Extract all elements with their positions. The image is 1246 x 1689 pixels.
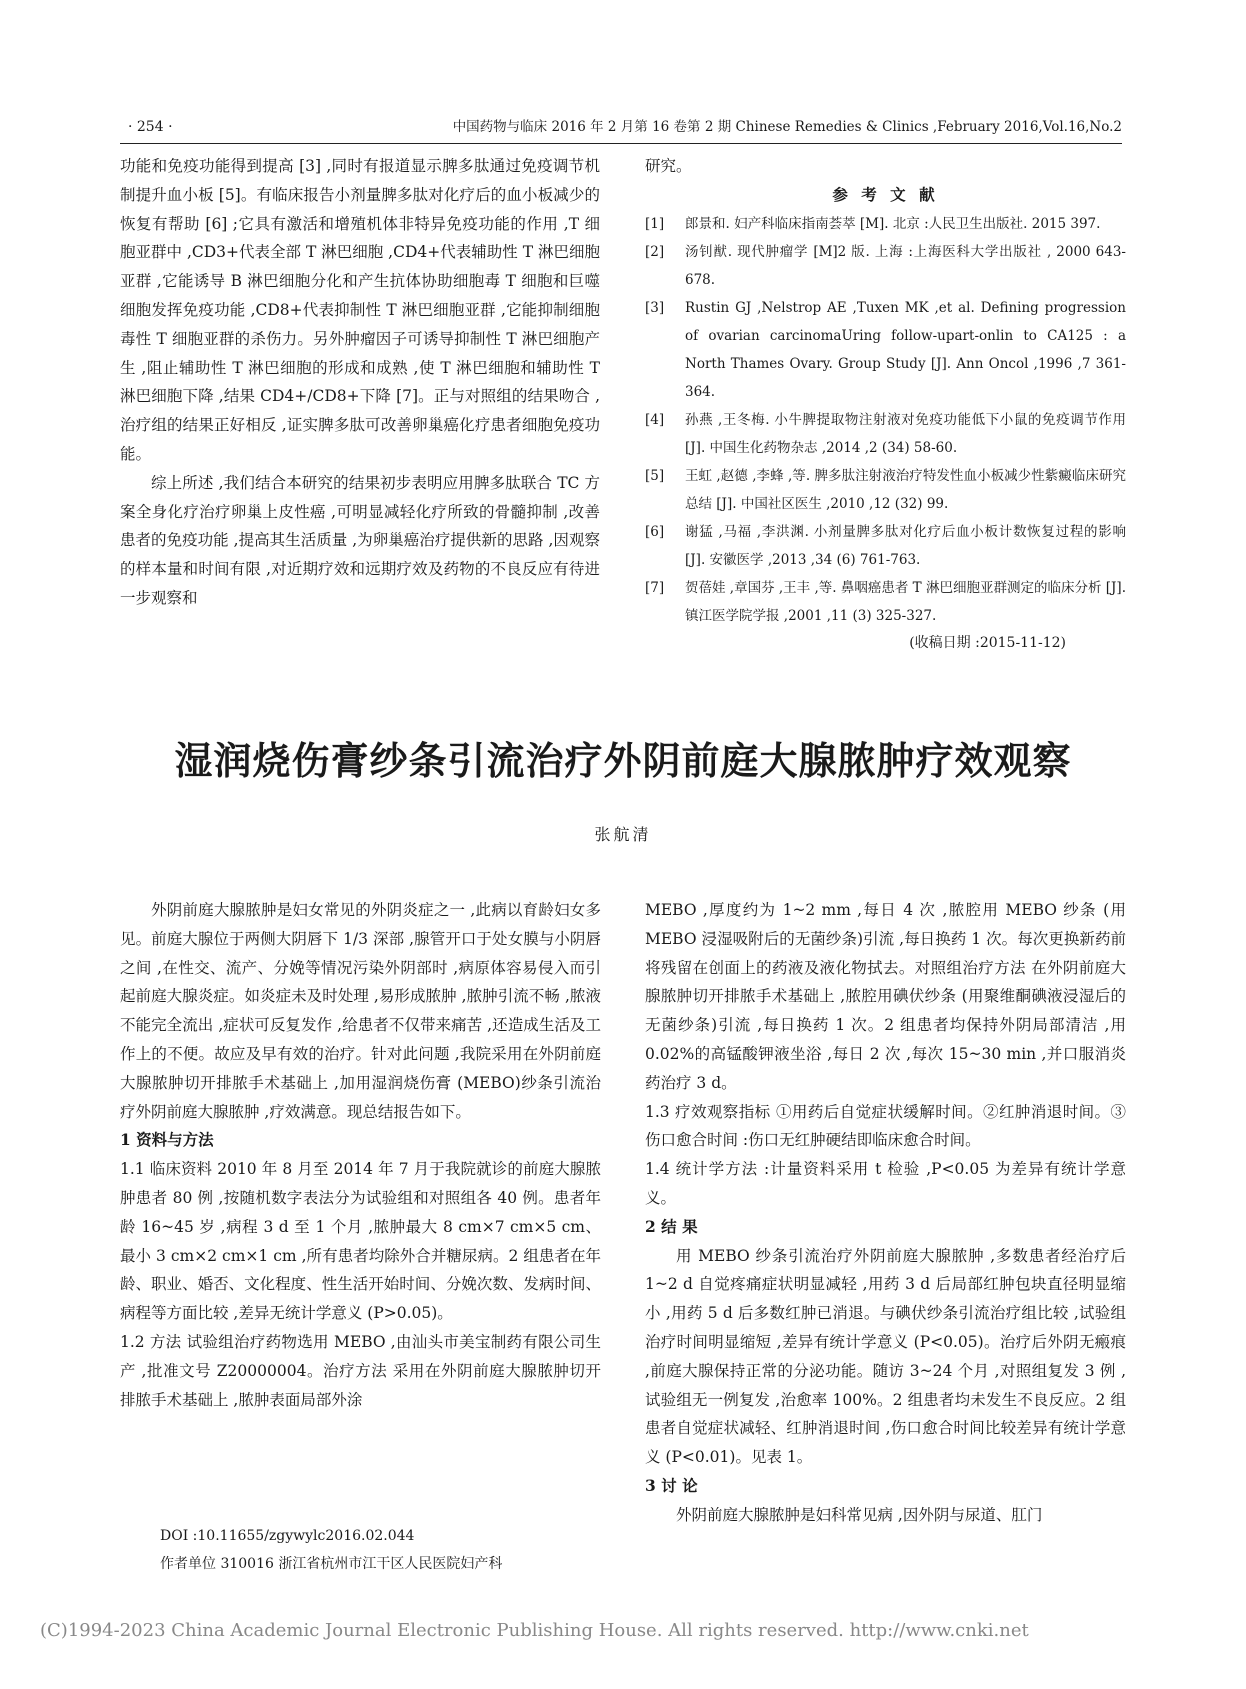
prev-continuation: 研究。: [645, 157, 692, 175]
subsection-paragraph: 1.1 临床资料 2010 年 8 月至 2014 年 7 月于我院就诊的前庭大腺脓肿患者 80 例 ,按随机数字表法分为试验组和对照组各 40 例。患者年龄 16~45 岁 ,病程 3 d 至 1 个月 ,脓肿最大 8 cm×7 cm×5 cm、最小 3 cm×2 cm×1 cm ,所有患者均除外合并糖尿病。2 组患者在年龄、职业、婚否、文化程度、性生活开始时间、分娩次数、发病时间、病程等方面比较 ,差异无统计学意义 (P>0.05)。: [120, 1160, 601, 1323]
subsection-paragraph: 1.4 统计学方法 :计量资料采用 t 检验 ,P<0.05 为差异有统计学意义。: [645, 1160, 1126, 1207]
subsection-paragraph: 1.2 方法 试验组治疗药物选用 MEBO ,由汕头市美宝制药有限公司生产 ,批准文号 Z20000004。治疗方法 采用在外阴前庭大腺脓肿切开排脓手术基础上 ,脓肿表面局部外涂: [120, 1332, 601, 1409]
references-title: 参 考 文 献: [832, 184, 939, 204]
journal-citation: 中国药物与临床 2016 年 2 月第 16 卷第 2 期 Chinese Remedies & Clinics ,February 2016,Vol.16,No.2: [452, 119, 1122, 135]
page-number: · 254 ·: [128, 119, 173, 135]
body-paragraph: 用 MEBO 纱条引流治疗外阴前庭大腺脓肿 ,多数患者经治疗后 1~2 d 自觉疼痛症状明显减轻 ,用药 3 d 后局部红肿包块直径明显缩小 ,用药 5 d 后多数红肿已消退。与碘伏纱条引流治疗组比较 ,试验组治疗时间明显缩短 ,差异有统计学意义 (P<0.05)。治疗后外阴无瘢痕 ,前庭大腺保持正常的分泌功能。随访 3~24 个月 ,对照组复发 3 例 ,试验组无一例复发 ,治愈率 100%。2 组患者均未发生不良反应。2 组患者自觉症状减轻、红肿消退时间 ,伤口愈合时间比较差异有统计学意义 (P<0.01)。见表 1。: [645, 1246, 1126, 1467]
reference-text: 王虹 ,赵德 ,李蜂 ,等. 脾多肽注射液治疗特发性血小板减少性紫癜临床研究总结 [J]. 中国社区医生 ,2010 ,12 (32) 99.: [685, 467, 1126, 512]
prev-article-right-column: [645, 152, 1126, 656]
reference-number: [5]: [645, 467, 665, 484]
reference-item: [645, 574, 1126, 630]
subsection-paragraph: 1.3 疗效观察指标 ①用药后自觉症状缓解时间。②红肿消退时间。③伤口愈合时间 :伤口无红肿硬结即临床愈合时间。: [645, 1102, 1126, 1150]
running-header: [120, 113, 1122, 141]
reference-item: [645, 238, 1126, 294]
body-paragraph: 外阴前庭大腺脓肿是妇科常见病 ,因外阴与尿道、肛门: [676, 1505, 1043, 1524]
prev-paragraph: 综上所述 ,我们结合本研究的结果初步表明应用脾多肽联合 TC 方案全身化疗治疗卵巢上皮性癌 ,可明显减轻化疗所致的骨髓抑制 ,改善患者的免疫功能 ,提高其生活质量 ,为卵巢癌治疗提供新的思路 ,因观察的样本量和时间有限 ,对近期疗效和远期疗效及药物的不良反应有待进一步观察和: [120, 473, 600, 607]
section-heading: 2 结 果: [645, 1216, 698, 1236]
prev-paragraph: 功能和免疫功能得到提高 [3] ,同时有报道显示脾多肽通过免疫调节机制提升血小板 [5]。有临床报告小剂量脾多肽对化疗后的血小板减少的恢复有帮助 [6] ;它具有激活和增殖机体非特异免疫功能的作用 ,T 细胞亚群中 ,CD3+代表全部 T 淋巴细胞 ,CD4+代表辅助性 T 淋巴细胞亚群 ,它能诱导 B 淋巴细胞分化和产生抗体协助细胞毒 T 细胞和巨噬细胞发挥免疫功能 ,CD8+代表抑制性 T 淋巴细胞亚群 ,它能抑制细胞毒性 T 细胞亚群的杀伤力。另外肿瘤因子可诱导抑制性 T 淋巴细胞产生 ,阻止辅助性 T 淋巴细胞的形成和成熟 ,使 T 淋巴细胞和辅助性 T 淋巴细胞下降 ,结果 CD4+/CD8+下降 [7]。正与对照组的结果吻合 ,治疗组的结果正好相反 ,证实脾多肽可改善卵巢癌化疗患者细胞免疫功能。: [120, 157, 600, 463]
reference-number: [2]: [645, 243, 665, 260]
section-heading: 1 资料与方法: [120, 1130, 214, 1150]
reference-number: [1]: [645, 215, 665, 232]
author-name: 张航清: [594, 825, 652, 844]
reference-item: [645, 462, 1126, 518]
article-left-column: [120, 896, 601, 1414]
doi: DOI :10.11655/zgywylc2016.02.044: [160, 1528, 415, 1544]
reference-item: [645, 210, 1126, 238]
article-right-column: [645, 896, 1126, 1530]
reference-text: 贺蓓娃 ,章国芬 ,王丰 ,等. 鼻咽癌患者 T 淋巴细胞亚群测定的临床分析 [J]. 镇江医学院学报 ,2001 ,11 (3) 325-327.: [685, 579, 1126, 624]
article-footnotes: [160, 1522, 502, 1578]
article-title: 湿润烧伤膏纱条引流治疗外阴前庭大腺脓肿疗效观察: [174, 739, 1072, 783]
reference-text: 汤钊猷. 现代肿瘤学 [M]2 版. 上海 :上海医科大学出版社 , 2000 643-678.: [685, 243, 1126, 288]
body-paragraph: 外阴前庭大腺脓肿是妇女常见的外阴炎症之一 ,此病以育龄妇女多见。前庭大腺位于两侧大阴唇下 1/3 深部 ,腺管开口于处女膜与小阴唇之间 ,在性交、流产、分娩等情况污染外阴部时 ,病原体容易侵入而引起前庭大腺炎症。如炎症未及时处理 ,易形成脓肿 ,脓肿引流不畅 ,脓液不能完全流出 ,症状可反复发作 ,给患者不仅带来痛苦 ,还造成生活及工作上的不便。故应及早有效的治疗。针对此问题 ,我院采用在外阴前庭大腺脓肿切开排脓手术基础上 ,加用湿润烧伤膏 (MEBO)纱条引流治疗外阴前庭大腺脓肿 ,疗效满意。现总结报告如下。: [120, 901, 601, 1121]
reference-text: Rustin GJ ,Nelstrop AE ,Tuxen MK ,et al. Defining progression of ovarian carcinomaUring follow-upart-onlin to CA125 : a North Thames Ovary. Group Study [J]. Ann Oncol ,1996 ,7 361-364.: [685, 299, 1126, 400]
header-rule: [120, 143, 1122, 144]
copyright-watermark: (C)1994-2023 China Academic Journal Electronic Publishing House. All rights reserved. http://www.cnki.net: [40, 1620, 1029, 1641]
reference-number: [3]: [645, 299, 665, 316]
reference-item: [645, 518, 1126, 574]
reference-number: [7]: [645, 579, 665, 596]
reference-number: [6]: [645, 523, 665, 540]
reference-text: 孙燕 ,王冬梅. 小牛脾提取物注射液对免疫功能低下小鼠的免疫调节作用 [J]. 中国生化药物杂志 ,2014 ,2 (34) 58-60.: [685, 411, 1126, 456]
subsection-paragraph: MEBO ,厚度约为 1~2 mm ,每日 4 次 ,脓腔用 MEBO 纱条 (用 MEBO 浸湿吸附后的无菌纱条)引流 ,每日换药 1 次。每次更换新药前将残留在创面上的药液及液化物拭去。对照组治疗方法 在外阴前庭大腺脓肿切开排脓手术基础上 ,脓腔用碘伏纱条 (用聚维酮碘液浸湿后的无菌纱条)引流 ,每日换药 1 次。2 组患者均保持外阴局部清洁 ,用 0.02%的高锰酸钾液坐浴 ,每日 2 次 ,每次 15~30 min ,并口服消炎药治疗 3 d。: [645, 901, 1126, 1092]
author-affiliation: 作者单位 310016 浙江省杭州市江干区人民医院妇产科: [160, 1556, 503, 1572]
reference-item: [645, 406, 1126, 462]
reference-item: [645, 294, 1126, 406]
reference-text: 郎景和. 妇产科临床指南荟萃 [M]. 北京 :人民卫生出版社. 2015 397.: [685, 215, 1101, 232]
received-date: (收稿日期 :2015-11-12): [909, 634, 1066, 651]
reference-list: [645, 210, 1126, 630]
reference-number: [4]: [645, 411, 665, 428]
prev-article-left-column: [120, 152, 600, 613]
section-heading: 3 讨 论: [645, 1475, 698, 1495]
reference-text: 谢猛 ,马福 ,李洪渊. 小剂量脾多肽对化疗后血小板计数恢复过程的影响 [J]. 安徽医学 ,2013 ,34 (6) 761-763.: [685, 523, 1126, 568]
